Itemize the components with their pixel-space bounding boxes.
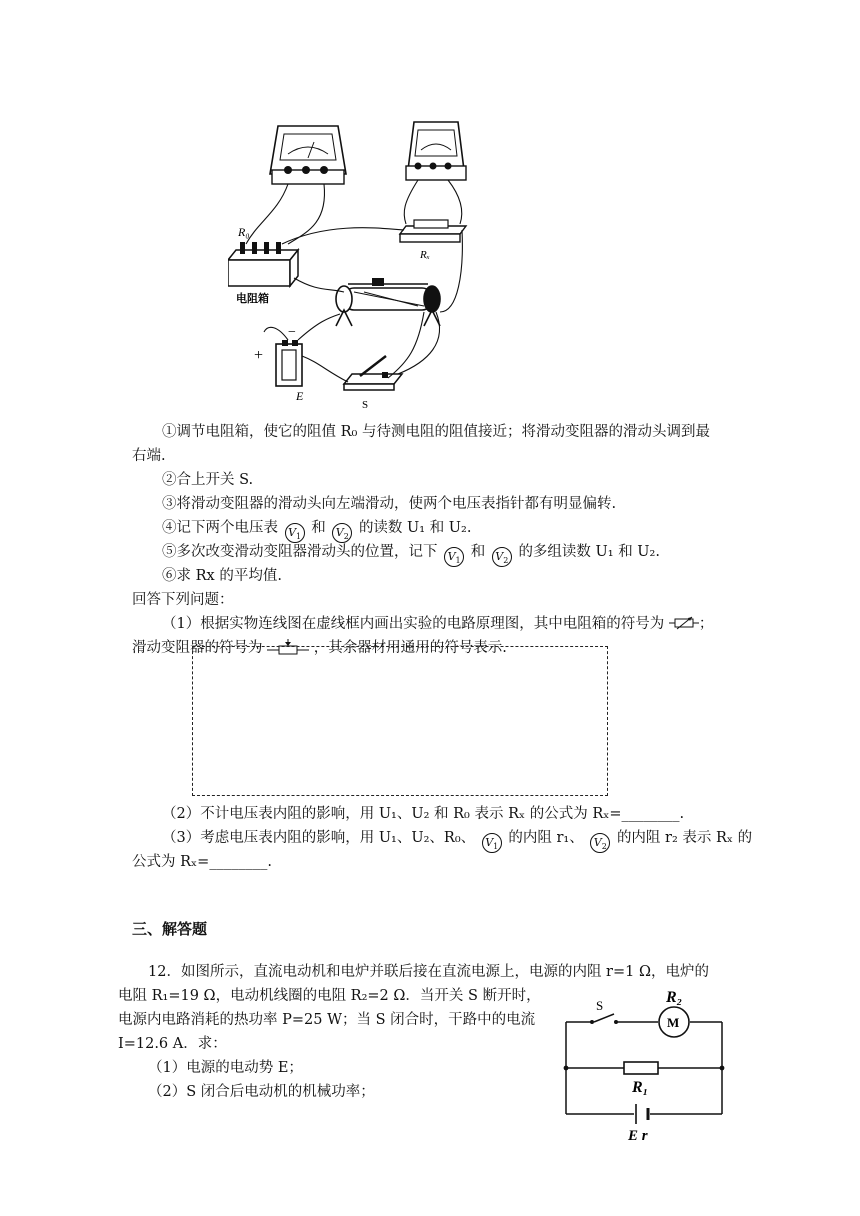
question-3-mid: 的内阻 r₁、 [508,830,584,846]
v2-letter: V [335,526,344,539]
question-1-text-b-pre: 滑动变阻器的符号为 [132,640,263,656]
step-5-post: 的多组读数 U₁ 和 U₂. [518,544,660,560]
circuit-r2-label: R₂ [666,989,683,1006]
question-1-line-a [162,614,713,634]
resistance-box-icon [228,242,298,286]
step-6: ⑥求 Rx 的平均值. [162,568,282,584]
circuit-r1-label: R₁ [632,1079,649,1096]
question-3-pre: （3）考虑电压表内阻的影响，用 U₁、U₂、R₀、 [162,830,476,846]
voltmeter-v2-symbol [492,547,512,567]
v1-sub: 1 [296,532,302,542]
voltmeter-v1-symbol [482,833,502,853]
step-4-pre: ④记下两个电压表 [162,520,278,536]
circuit-switch-label: S [596,998,604,1013]
v2-letter: V [593,836,602,849]
step-1-line-a: ①调节电阻箱，使它的阻值 R₀ 与待测电阻的阻值接近；将滑动变阻器的滑动头调到最 [162,424,710,440]
step-4-post: 的读数 U₁ 和 U₂. [358,520,472,536]
step-4 [162,518,471,543]
v1-letter: V [288,526,297,539]
rx-label: Rₓ [420,249,430,261]
switch-s-label: S [362,399,369,411]
r0-label: R₀ [238,225,250,239]
step-5-pre: ⑤多次改变滑动变阻器滑动头的位置，记下 [162,544,438,560]
v1-letter: V [447,550,456,563]
voltmeter-v2-symbol [590,833,610,853]
v1-sub: 1 [493,842,499,852]
problem-12-line-4: I=12.6 A．求： [118,1036,227,1052]
apparatus-figure [228,112,478,412]
voltmeter-2-icon [406,122,466,180]
step-4-and: 和 [311,520,326,536]
battery-e-label: E [296,389,304,403]
section-title: 三、解答题 [132,920,208,938]
step-5-and: 和 [470,544,486,560]
question-1-text-b-post: ，其余器材用通用的符号表示. [313,640,507,656]
v2-letter: V [495,550,504,563]
voltmeter-1-icon [270,126,346,184]
questions-intro: 回答下列问题： [132,592,234,608]
problem-12-circuit [560,988,730,1144]
voltmeter-v1-symbol [444,547,464,567]
circuit-motor-label: M [667,1015,680,1030]
question-1-text-a: （1）根据实物连线图在虚线框内画出实验的电路原理图，其中电阻箱的符号为 [162,616,665,632]
problem-12-line-3: 电源内电路消耗的热功率 P=25 W；当 S 闭合时，干路中的电流 [118,1012,536,1028]
question-3-line-b: 公式为 Rₓ=________. [132,854,272,870]
question-3-post: 的内阻 r₂ 表示 Rₓ 的 [616,830,753,846]
problem-12-line-5: （1）电源的电动势 E； [148,1060,303,1076]
v2-sub: 2 [503,556,509,566]
question-3-line-a [162,828,752,853]
battery-plus-label: + [254,347,264,364]
resistance-box-symbol-icon [669,616,699,630]
rheostat-icon [336,278,440,326]
v2-sub: 2 [601,842,607,852]
question-1-text-a-end: ； [698,616,714,632]
rx-resistor-icon [400,220,466,242]
problem-12-line-2: 电阻 R₁=19 Ω，电动机线圈的电阻 R₂=2 Ω．当开关 S 断开时， [118,988,541,1004]
r1-resistor-icon [624,1062,658,1074]
battery-icon [276,340,302,386]
v1-letter: V [485,836,494,849]
step-5 [162,542,660,567]
voltmeter-v1-symbol [285,523,305,543]
battery-minus-label: − [288,325,296,340]
problem-12-line-1: 12．如图所示，直流电动机和电炉并联后接在直流电源上，电源的内阻 r=1 Ω，电炉的 [148,964,709,980]
v2-sub: 2 [343,532,349,542]
step-2: ②合上开关 S. [162,472,254,488]
question-2: （2）不计电压表内阻的影响，用 U₁、U₂ 和 R₀ 表示 Rₓ 的公式为 Rₓ=________. [162,806,685,822]
step-1-line-b: 右端. [132,448,166,464]
circuit-er-label: E r [628,1128,648,1144]
resistance-box-label: 电阻箱 [236,293,269,305]
v1-sub: 1 [455,556,461,566]
step-3: ③将滑动变阻器的滑动头向左端滑动，使两个电压表指针都有明显偏转. [162,496,617,512]
circuit-drawing-box[interactable] [192,646,608,796]
voltmeter-v2-symbol [332,523,352,543]
problem-12-line-6: （2）S 闭合后电动机的机械功率； [148,1084,375,1100]
